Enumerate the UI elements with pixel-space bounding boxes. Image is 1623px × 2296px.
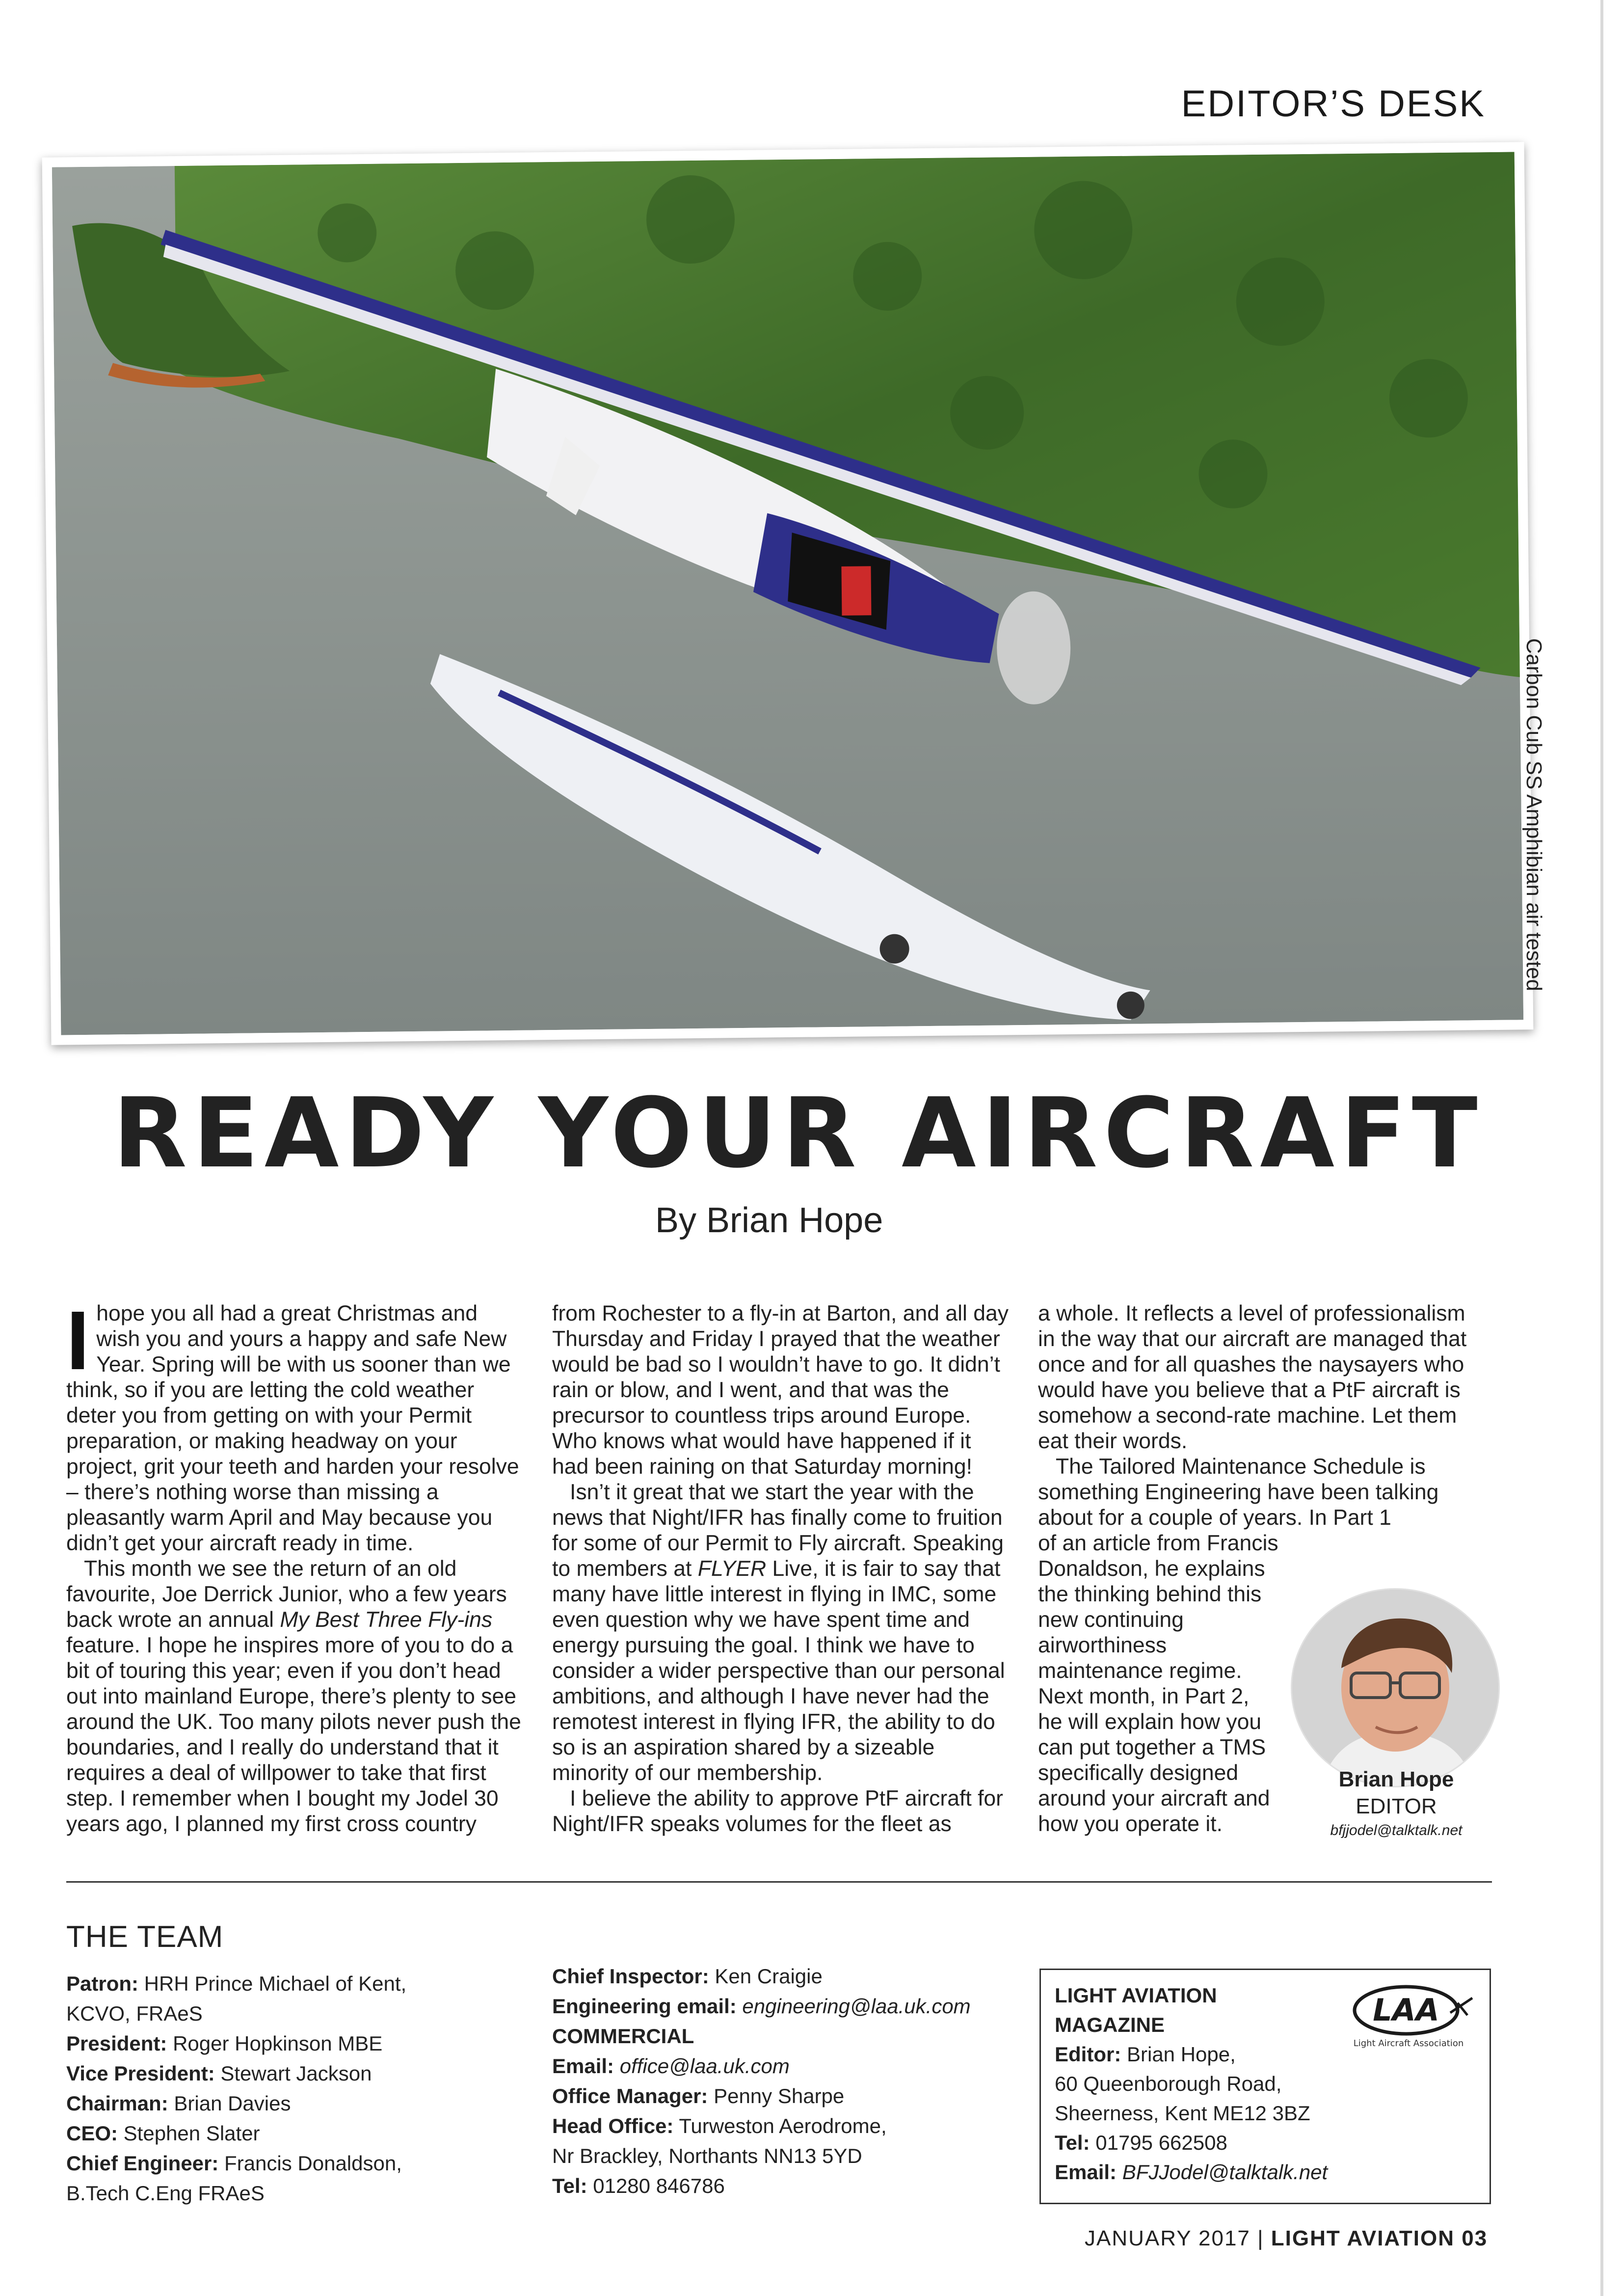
team-role: Head Office: (552, 2114, 674, 2137)
team-row (66, 2088, 508, 2118)
magazine-email-link[interactable]: BFJJodel@talktalk.net (1122, 2161, 1328, 2184)
address-line: Nr Brackley, Northants NN13 5YD (552, 2144, 862, 2167)
team-row (552, 2021, 1043, 2051)
team-role: Vice President: (66, 2062, 215, 2085)
team-member: Ken Craigie (715, 1965, 823, 1988)
team-row (66, 2178, 508, 2208)
team-member: Stewart Jackson (220, 2062, 372, 2085)
contact-list (552, 1961, 1043, 2201)
feature-title: My Best Three Fly-ins (280, 1608, 493, 1632)
page-number: 03 (1455, 2226, 1488, 2250)
article-paragraph: from Rochester to a fly-in at Barton, and all day Thursday and Friday I prayed that the weather would be bad so I wouldn’t have to go. It didn’t rain or blow, and I went, and that was the precursor to countless trips around Europe. Who knows what would have happened if it had been raining on that Saturday morning! (552, 1301, 1009, 1479)
article-paragraph: I believe the ability to approve PtF aircraft for Night/IFR speaks volumes for the fleet as (552, 1786, 1004, 1836)
team-row (66, 2058, 508, 2088)
contact-label: Tel: (1055, 2131, 1090, 2154)
section-divider (66, 1881, 1492, 1883)
team-member: Francis Donaldson, (224, 2152, 402, 2175)
laa-logo (1347, 1978, 1480, 2052)
magazine-title: MAGAZINE (1055, 2013, 1165, 2036)
address-line: Turweston Aerodrome, (679, 2114, 887, 2137)
team-row (66, 2148, 508, 2178)
team-role: Chief Inspector: (552, 1965, 709, 1988)
laa-logo-icon (1347, 1978, 1480, 2052)
team-row (552, 2111, 1043, 2141)
article-paragraph: feature. I hope he inspires more of you to do a bit of touring this year; even if you don’t head out into mainland Europe, there’s plenty to see around the UK. Too many pilots never push the boundaries, and I really do understand that it requires a deal of willpower to take that first step. I remember when I bought my Jodel 30 years ago, I planned my first cross country (66, 1633, 521, 1836)
team-role: CEO: (66, 2122, 118, 2145)
phone-number: 01795 662508 (1095, 2131, 1227, 2154)
team-row (552, 2051, 1043, 2081)
article-paragraph: Isn’t it great that we start the year with the news that Night/IFR has finally come to fruition for some of our Permit to Fly aircraft. Speaking to members at (552, 1480, 1004, 1581)
issue-date: JANUARY 2017 | (1085, 2226, 1271, 2250)
editor-photo (1292, 1590, 1498, 1786)
team-member: Stephen Slater (123, 2122, 260, 2145)
editor-name: Brian Hope (1338, 1767, 1454, 1791)
contact-label: Editor: (1055, 2043, 1121, 2066)
article-paragraph: This month we see the return of an old favourite, Joe Derrick Junior, who a few years back wrote an annual (66, 1557, 507, 1632)
photo-caption: Carbon Cub SS Amphibian air tested (1522, 638, 1546, 992)
byline: By Brian Hope (655, 1201, 883, 1240)
team-row (552, 2141, 1043, 2171)
article-paragraph: a whole. It reflects a level of professionalism in the way that our aircraft are managed that once and for all quashes the naysayers who would have you believe that a PtF aircraft is somehow a second-rate machine. Let them eat their words. (1038, 1301, 1467, 1453)
address-line: Sheerness, Kent ME12 3BZ (1055, 2102, 1310, 2125)
section-label: EDITOR’S DESK (1181, 83, 1486, 125)
logo-subtext: Light Aircraft Association (1353, 2038, 1464, 2049)
team-role: Email: (552, 2054, 614, 2078)
article-paragraph: hope you all had a great Christmas and wish you and yours a happy and safe New Year. Spring will be with us sooner than we think, so if you are letting the cold weather deter you from getting on with your Permit preparation, or making headway on your project, grit your teeth and harden your resolve – there’s nothing worse than missing a pleasantly warm April and May because you didn’t get your aircraft ready in time. (66, 1301, 519, 1555)
office-email-link[interactable]: office@laa.uk.com (619, 2054, 790, 2078)
team-member: HRH Prince Michael of Kent, (144, 1972, 407, 1995)
team-role: Office Manager: (552, 2084, 708, 2107)
team-row (66, 2118, 508, 2148)
commercial-heading: COMMERCIAL (552, 2025, 694, 2048)
team-member: Brian Davies (174, 2092, 291, 2115)
team-row (552, 1961, 1043, 1991)
team-member: Penny Sharpe (714, 2084, 845, 2107)
team-row (66, 1999, 508, 2028)
team-role: Chief Engineer: (66, 2152, 219, 2175)
editor-portrait (1291, 1588, 1500, 1787)
page-footer (1085, 2226, 1488, 2251)
hero-photo (42, 142, 1534, 1045)
team-role: Chairman: (66, 2092, 168, 2115)
team-member: B.Tech C.Eng FRAeS (66, 2182, 265, 2205)
team-role: President: (66, 2032, 167, 2055)
event-name: FLYER (697, 1557, 767, 1581)
address-line: 60 Queenborough Road, (1055, 2072, 1282, 2095)
editor-role: EDITOR (1356, 1794, 1437, 1818)
team-member: KCVO, FRAeS (66, 2002, 203, 2025)
team-row (552, 2081, 1043, 2111)
team-row (66, 2028, 508, 2058)
drop-cap: I (66, 1294, 90, 1387)
page-edge (1600, 0, 1603, 2296)
article-paragraph: of an article from Francis Donaldson, he explains the thinking behind this new continuing airworthiness maintenance regime. Next month, in Part 2, he will explain how you can put together a TMS specifically designed around your aircraft and how you operate it. (1038, 1531, 1278, 1836)
logo-text: LAA (1373, 1992, 1439, 2028)
article-paragraph: The Tailored Maintenance Schedule is something Engineering have been talking about for a couple of years. In Part 1 (1038, 1455, 1439, 1530)
team-member: Roger Hopkinson MBE (173, 2032, 383, 2055)
team-row (66, 1969, 508, 1999)
team-title: THE TEAM (66, 1920, 224, 1954)
team-row (552, 1991, 1043, 2021)
aircraft-photo (52, 152, 1523, 1035)
headline: READY YOUR AIRCRAFT (113, 1078, 1484, 1189)
magazine-title: LIGHT AVIATION (1055, 1984, 1217, 2007)
editor-email: bfjjodel@talktalk.net (1330, 1822, 1463, 1838)
article-paragraph: Live, it is fair to say that many have little interest in flying in IMC, some even question why we have spent time and energy pursuing the goal. I think we have to consider a wider perspective than our personal ambitions, and although I have never had the remotest interest in flying IFR, the ability to do so is an aspiration shared by a sizeable minority of our membership. (552, 1557, 1005, 1785)
phone-number: 01280 846786 (593, 2174, 725, 2197)
article-column-1 (66, 1294, 523, 1837)
team-list (66, 1969, 508, 2208)
team-role: Patron: (66, 1972, 138, 1995)
contact-label: Email: (1055, 2161, 1117, 2184)
team-role: Engineering email: (552, 1995, 737, 2018)
magazine-name: LIGHT AVIATION (1271, 2226, 1455, 2250)
team-row (552, 2171, 1043, 2201)
engineering-email-link[interactable]: engineering@laa.uk.com (742, 1995, 971, 2018)
contact-value: Brian Hope, (1126, 2043, 1236, 2066)
team-role: Tel: (552, 2174, 587, 2197)
article-column-2 (552, 1301, 1009, 1837)
